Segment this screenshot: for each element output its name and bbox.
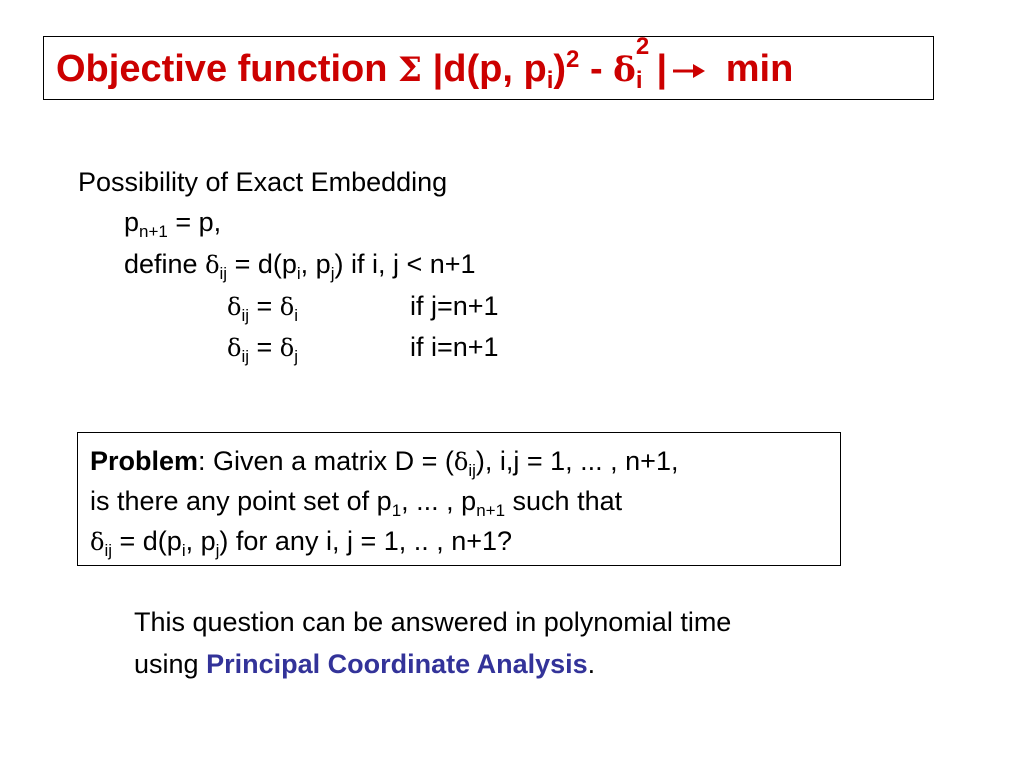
sub-ij: ij bbox=[241, 306, 250, 325]
title-sup-2: 2 bbox=[566, 46, 580, 73]
method-name: Principal Coordinate Analysis bbox=[206, 649, 588, 679]
embedding-heading: Possibility of Exact Embedding bbox=[78, 167, 448, 197]
line3-eq: = bbox=[249, 291, 280, 321]
title-box bbox=[43, 33, 934, 100]
problem-l2c: such that bbox=[505, 486, 623, 516]
line4-eq: = bbox=[249, 332, 280, 362]
delta-symbol: δ bbox=[227, 334, 242, 362]
embedding-line-3 bbox=[227, 290, 298, 323]
line2-eq: = d(p bbox=[227, 249, 297, 279]
problem-l2a: is there any point set of p bbox=[90, 486, 392, 516]
title-part4: | bbox=[656, 48, 668, 90]
define-word: define bbox=[124, 249, 206, 279]
problem-l3c: ) for any i, j = 1, .. , n+1? bbox=[219, 526, 513, 556]
sub-1: 1 bbox=[391, 501, 402, 520]
title-part2: ) bbox=[553, 48, 567, 90]
sub-ij: ij bbox=[219, 264, 228, 283]
problem-line-1 bbox=[90, 445, 678, 478]
delta-symbol: δ bbox=[90, 528, 105, 556]
problem-l1a: : Given a matrix D = ( bbox=[198, 446, 454, 476]
p-var: p bbox=[124, 207, 140, 237]
title-part3: - bbox=[579, 48, 614, 90]
sub-i: i bbox=[181, 541, 186, 560]
answer-line-1: This question can be answered in polynomial time bbox=[134, 607, 732, 637]
answer-suffix: . bbox=[587, 649, 596, 679]
problem-l2b: , ... , p bbox=[401, 486, 477, 516]
problem-l3b: , p bbox=[185, 526, 216, 556]
title-part1: |d(p, p bbox=[422, 48, 547, 90]
sub-i: i bbox=[296, 264, 301, 283]
embedding-line-1 bbox=[124, 206, 222, 241]
line3-condition: if j=n+1 bbox=[410, 291, 499, 321]
sub-ij: ij bbox=[241, 347, 250, 366]
delta-symbol: δ bbox=[453, 448, 469, 476]
answer-prefix: using bbox=[134, 649, 207, 679]
answer-line-2 bbox=[134, 648, 595, 680]
sub-i: i bbox=[294, 306, 299, 325]
sub-j: j bbox=[330, 264, 335, 283]
sub-n1: n+1 bbox=[476, 501, 506, 520]
right-arrow-icon bbox=[671, 61, 707, 81]
sub-j: j bbox=[215, 541, 220, 560]
delta-symbol: δ bbox=[613, 50, 636, 90]
title-min: min bbox=[715, 48, 794, 90]
sub-ij: ij bbox=[104, 541, 113, 560]
delta-symbol: δ bbox=[227, 293, 242, 321]
embedding-line-2 bbox=[124, 248, 476, 281]
problem-line-2 bbox=[90, 485, 623, 520]
problem-l1b: ), i,j = 1, ... , n+1, bbox=[475, 446, 679, 476]
sub-ij: ij bbox=[468, 461, 476, 480]
problem-box bbox=[77, 432, 841, 566]
title-prefix: Objective function bbox=[56, 48, 399, 90]
line1-rest: = p, bbox=[167, 207, 222, 237]
sigma-symbol: Σ bbox=[398, 50, 423, 90]
title-sub-i: i bbox=[546, 67, 554, 94]
slide-title: Objective function Σ |d(p, $p_i)^2 - \delta_i$ 2 | min bbox=[56, 33, 794, 94]
delta-symbol: δ bbox=[205, 251, 220, 279]
delta-symbol: δ bbox=[279, 334, 295, 362]
title-sub-i2: i bbox=[635, 67, 643, 94]
line2-comma: , p bbox=[300, 249, 331, 279]
sub-j: j bbox=[294, 347, 299, 366]
line4-condition: if i=n+1 bbox=[410, 332, 499, 362]
problem-l3a: = d(p bbox=[112, 526, 182, 556]
problem-line-3 bbox=[90, 525, 512, 558]
problem-label: Problem bbox=[90, 446, 199, 476]
sub-n1: n+1 bbox=[139, 222, 168, 241]
line2-condition: ) if i, j < n+1 bbox=[334, 249, 476, 279]
delta-symbol: δ bbox=[279, 293, 295, 321]
embedding-line-4 bbox=[227, 331, 298, 364]
